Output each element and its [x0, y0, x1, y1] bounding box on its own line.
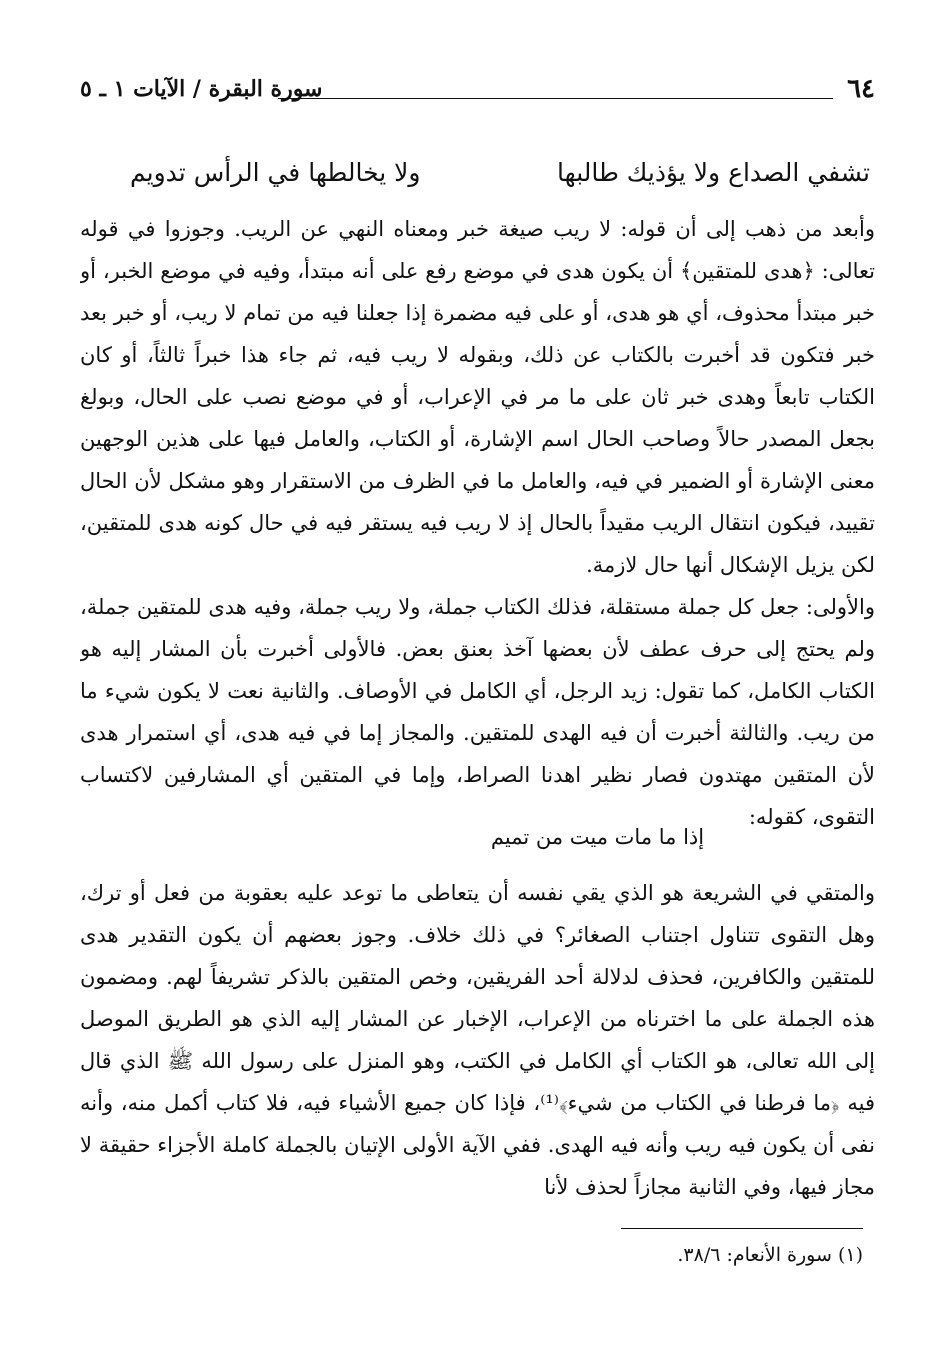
poetry-verse: [130, 158, 870, 198]
paragraph: والأولى: جعل كل جملة مستقلة، فذلك الكتاب جملة، ولا ريب جملة، وفيه هدى للمتقين جملة، ولم يحتج إلى حرف عطف لأن بعضها آخذ بعنق بعض. فالأولى أخبرت بأن المشار إليه هو الكتاب الكامل، كما تقول: زيد الرجل، أي الكامل في الأوصاف. والثانية نعت لا يكون شيء ما من ريب. والثالثة أخبرت أن فيه الهدى للمتقين. والمجاز إما في فيه هدى، أي استمرار هدى لأن المتقين مهتدون فصار نظير اهدنا الصراط، وإما في المتقين أي المشارفين لاكتساب التقوى، كقوله:: [80, 595, 875, 829]
quoted-poem-line: [80, 825, 875, 865]
page-header: [80, 70, 875, 110]
footnote: (١) سورة الأنعام: ٣٨/٦.: [677, 1244, 863, 1266]
page-number: ٦٤: [847, 74, 875, 104]
main-text-upper: [80, 208, 875, 848]
running-title: سورة البقرة / الآيات ١ ـ ٥: [80, 76, 323, 102]
header-rule: [278, 98, 833, 99]
verse-first-hemistich: تشفي الصداع ولا يؤذيك طالبها: [557, 158, 870, 187]
footnote-separator: [621, 1228, 863, 1229]
poem-text: إذا ما مات ميت من تميم: [490, 825, 705, 849]
main-text-lower: [80, 872, 875, 1227]
paragraph: وأبعد من ذهب إلى أن قوله: لا ريب صيغة خبر ومعناه النهي عن الريب. وجوزوا في قوله تعالى: ﴿هدى للمتقين﴾ أن يكون هدى في موضع رفع على أنه مبتدأ، وفيه في موضع الخبر، أو خبر مبتدأ محذوف، أي هو هدى، أو على فيه مضمرة إذا جعلنا فيه من تمام لا ريب، أو خبر بعد خبر فتكون قد أخبرت بالكتاب عن ذلك، وبقوله لا ريب فيه، ثم جاء هذا خبراً ثالثاً، أو كان الكتاب تابعاً وهدى خبر ثان على ما مر في الإعراب، أو في موضع نصب على الحال، وبولغ بجعل المصدر حالاً وصاحب الحال اسم الإشارة، أو الكتاب، والعامل فيها على هذين الوجهين معنى الإشارة أو الضمير في فيه، والعامل ما في الظرف من الاستقرار وهو مشكل لأن الحال تقييد، فيكون انتقال الريب مقيداً بالحال إذ لا ريب فيه يستقر فيه في حال كونه هدى للمتقين، لكن يزيل الإشكال أنها حال لازمة.: [80, 217, 875, 577]
paragraph: والمتقي في الشريعة هو الذي يقي نفسه أن يتعاطى ما توعد عليه بعقوبة من فعل أو ترك، وهل التقوى تتناول اجتناب الصغائر؟ في ذلك خلاف. وجوز بعضهم أن يكون التقدير هدى للمتقين والكافرين، فحذف لدلالة أحد الفريقين، وخص المتقين بالذكر تشريفاً لهم. ومضمون هذه الجملة على ما اخترناه من الإعراب، الإخبار عن المشار إليه الذي هو الطريق الموصل إلى الله تعالى، هو الكتاب أي الكامل في الكتب، وهو المنزل على رسول الله ﷺ الذي قال فيه ﴿ما فرطنا في الكتاب من شيء﴾⁽¹⁾، فإذا كان جميع الأشياء فيه، فلا كتاب أكمل منه، وأنه نفى أن يكون فيه ريب وأنه فيه الهدى. ففي الآية الأولى الإتيان بالجملة كاملة الأجزاء حقيقة لا مجاز فيها، وفي الثانية مجازاً لحذف لأنا: [80, 881, 875, 1199]
verse-second-hemistich: ولا يخالطها في الرأس تدويم: [130, 158, 421, 187]
